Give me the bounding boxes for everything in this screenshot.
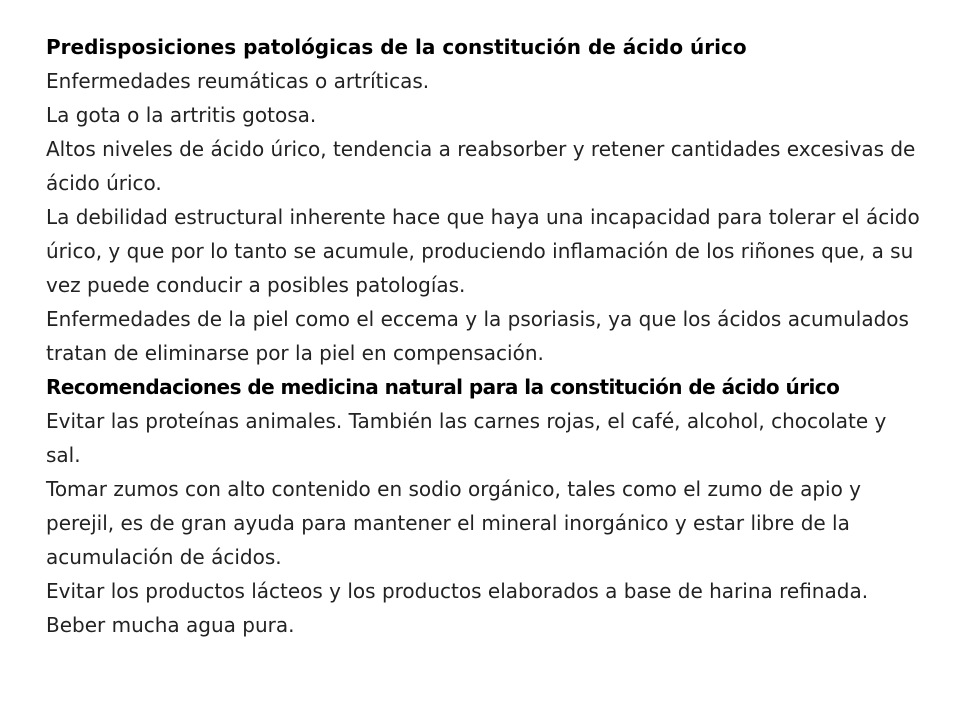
- slide-body: [46, 30, 926, 642]
- paragraph: Enfermedades de la piel como el eccema y la psoriasis, ya que los ácidos acumulados tratan de eliminarse por la piel en compensación.: [46, 307, 909, 365]
- paragraph: Tomar zumos con alto contenido en sodio orgánico, tales como el zumo de apio y perejil, es de gran ayuda para mantener el mineral inorgánico y estar libre de la acumulación de ácidos.: [46, 477, 862, 569]
- paragraph: La debilidad estructural inherente hace que haya una incapacidad para tolerar el ácido úrico, y que por lo tanto se acumule, produciendo inflamación de los riñones que, a su vez puede conducir a posibles patologías.: [46, 205, 920, 297]
- paragraph: Enfermedades reumáticas o artríticas.: [46, 69, 430, 93]
- section-heading-predisposiciones: Predisposiciones patológicas de la constitución de ácido úrico: [46, 35, 747, 59]
- paragraph: Evitar los productos lácteos y los productos elaborados a base de harina refinada. Beber mucha agua pura.: [46, 579, 869, 637]
- paragraph: Altos niveles de ácido úrico, tendencia a reabsorber y retener cantidades excesivas de ácido úrico.: [46, 137, 916, 195]
- section-heading-recomendaciones: Recomendaciones de medicina natural para la constitución de ácido úrico: [46, 375, 840, 399]
- paragraph: La gota o la artritis gotosa.: [46, 103, 317, 127]
- paragraph: Evitar las proteínas animales. También las carnes rojas, el café, alcohol, chocolate y sal.: [46, 409, 887, 467]
